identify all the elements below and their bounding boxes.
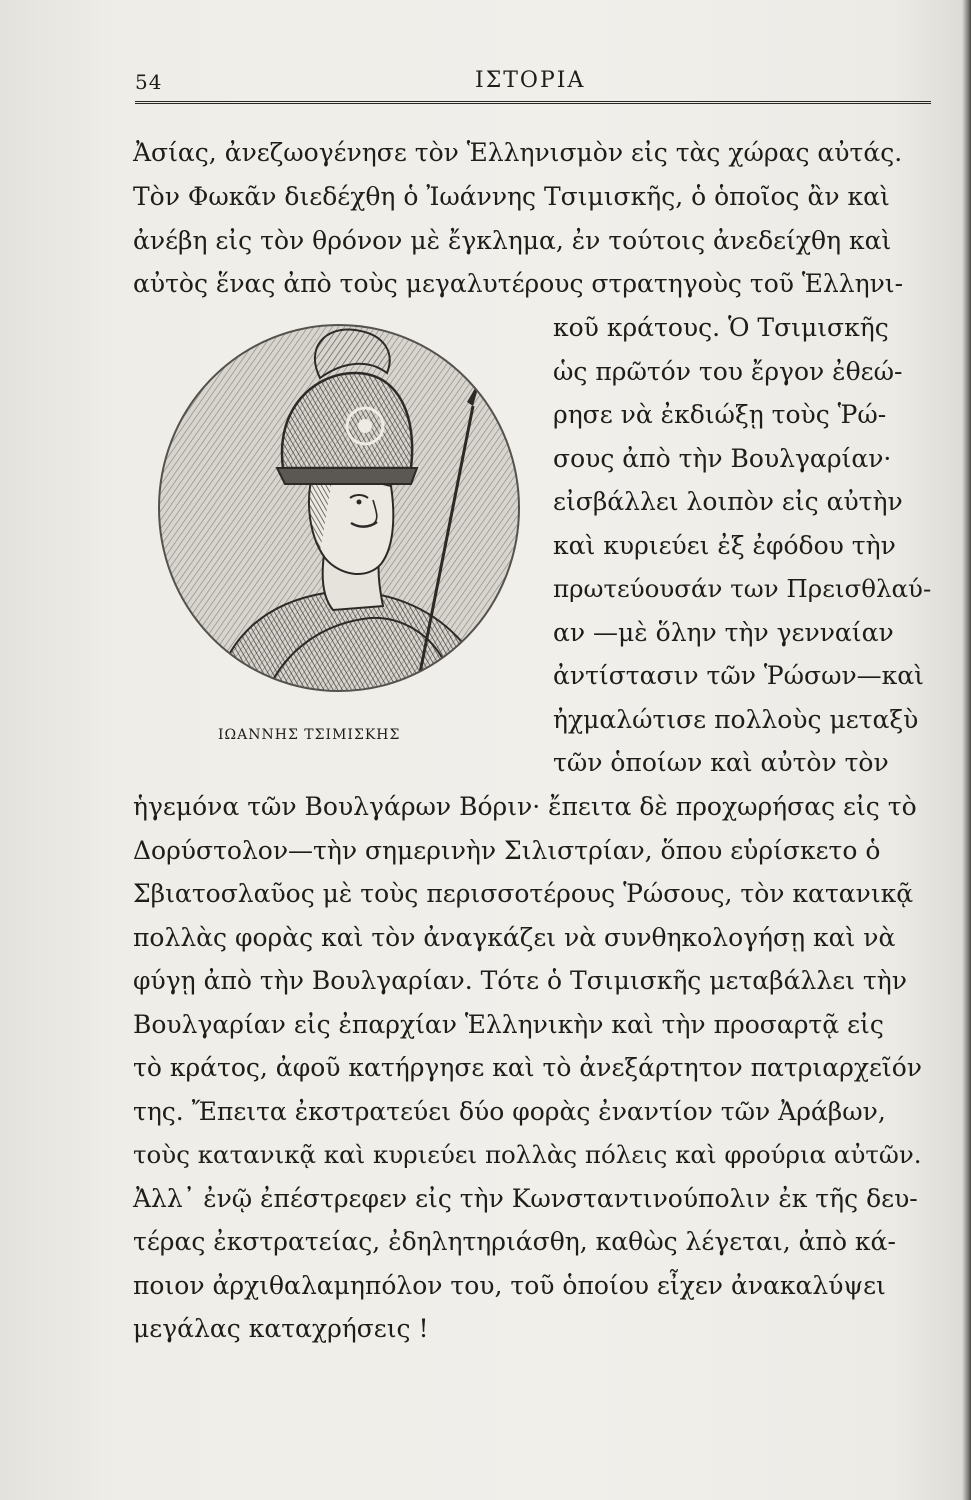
- text-line: τῶν ὁποίων καὶ αὐτὸν τὸν: [553, 748, 889, 777]
- text-line: τοὺς κατανικᾷ καὶ κυριεύει πολλὰς πόλεις καὶ φρούρια αὐτῶν.: [133, 1140, 922, 1169]
- text-line: Δορύστολον—τὴν σημερινὴν Σιλιστρίαν, ὅπου εὑρίσκετο ὁ: [133, 836, 881, 865]
- text-line: πρωτεύουσάν των Πρεισθλαύ-: [553, 574, 932, 603]
- text-line: πολλὰς φορὰς καὶ τὸν ἀναγκάζει νὰ συνθηκολογήσῃ καὶ νὰ: [133, 923, 896, 952]
- portrait-engraving: [155, 318, 523, 696]
- text-line: ποιον ἀρχιθαλαμηπόλον του, τοῦ ὁποίου εἶχεν ἀνακαλύψει: [133, 1271, 886, 1300]
- text-line: σους ἀπὸ τὴν Βουλγαρίαν·: [553, 444, 892, 473]
- text-line: ἠχμαλώτισε πολλοὺς μεταξὺ: [553, 705, 919, 734]
- text-line: τὸ κράτος, ἀφοῦ κατήργησε καὶ τὸ ἀνεξάρτητον πατριαρχεῖόν: [133, 1053, 922, 1082]
- text-line: ἡγεμόνα τῶν Βουλγάρων Βόριν· ἔπειτα δὲ προχωρήσας εἰς τὸ: [133, 792, 917, 821]
- page-edge-shadow: [962, 0, 971, 1500]
- text-line: Ἀλλ᾽ ἐνῷ ἐπέστρεφεν εἰς τὴν Κωνσταντινούπολιν ἐκ τῆς δευ-: [133, 1184, 918, 1213]
- text-line: ἀντίστασιν τῶν Ῥώσων—καὶ: [553, 661, 924, 690]
- text-line: εἰσβάλλει λοιπὸν εἰς αὐτὴν: [553, 487, 903, 516]
- text-line: καὶ κυριεύει ἐξ ἐφόδου τὴν: [553, 531, 896, 560]
- text-line: κοῦ κράτους. Ὁ Τσιμισκῆς: [553, 313, 889, 342]
- running-title: ΙΣΤΟΡΙΑ: [475, 68, 586, 93]
- page-number: 54: [135, 70, 163, 94]
- portrait-caption: ΙΩΑΝΝΗΣ ΤΣΙΜΙΣΚΗΣ: [218, 727, 401, 743]
- page-header: [135, 66, 931, 102]
- text-line: Τὸν Φωκᾶν διεδέχθη ὁ Ἰωάννης Τσιμισκῆς, ὁ ὁποῖος ἂν καὶ: [133, 182, 890, 211]
- text-line: ὡς πρῶτόν του ἔργον ἐθεώ-: [553, 357, 903, 386]
- text-line: φύγῃ ἀπὸ τὴν Βουλγαρίαν. Τότε ὁ Τσιμισκῆς μεταβάλλει τὴν: [133, 966, 907, 995]
- header-rule: [135, 101, 931, 104]
- text-line: αν —μὲ ὅλην τὴν γενναίαν: [553, 618, 894, 647]
- text-line: ἀνέβη εἰς τὸν θρόνον μὲ ἔγκλημα, ἐν τούτοις ἀνεδείχθη καὶ: [133, 226, 892, 255]
- text-line: της. Ἔπειτα ἐκστρατεύει δύο φορὰς ἐναντίον τῶν Ἀράβων,: [133, 1097, 886, 1126]
- text-line: Βουλγαρίαν εἰς ἐπαρχίαν Ἑλληνικὴν καὶ τὴν προσαρτᾷ εἰς: [133, 1010, 884, 1039]
- text-line: τέρας ἐκστρατείας, ἐδηλητηριάσθη, καθὼς λέγεται, ἀπὸ κά-: [133, 1227, 896, 1256]
- text-line: Ἀσίας, ἀνεζωογένησε τὸν Ἑλληνισμὸν εἰς τὰς χώρας αὐτάς.: [133, 138, 903, 167]
- text-line: αὐτὸς ἕνας ἀπὸ τοὺς μεγαλυτέρους στρατηγοὺς τοῦ Ἑλληνι-: [133, 269, 904, 298]
- text-line: μεγάλας καταχρήσεις !: [133, 1314, 429, 1343]
- text-line: Σβιατοσλαῦος μὲ τοὺς περισσοτέρους Ῥώσους, τὸν κατανικᾷ: [133, 879, 914, 908]
- text-line: ρησε νὰ ἐκδιώξῃ τοὺς Ῥώ-: [553, 400, 887, 429]
